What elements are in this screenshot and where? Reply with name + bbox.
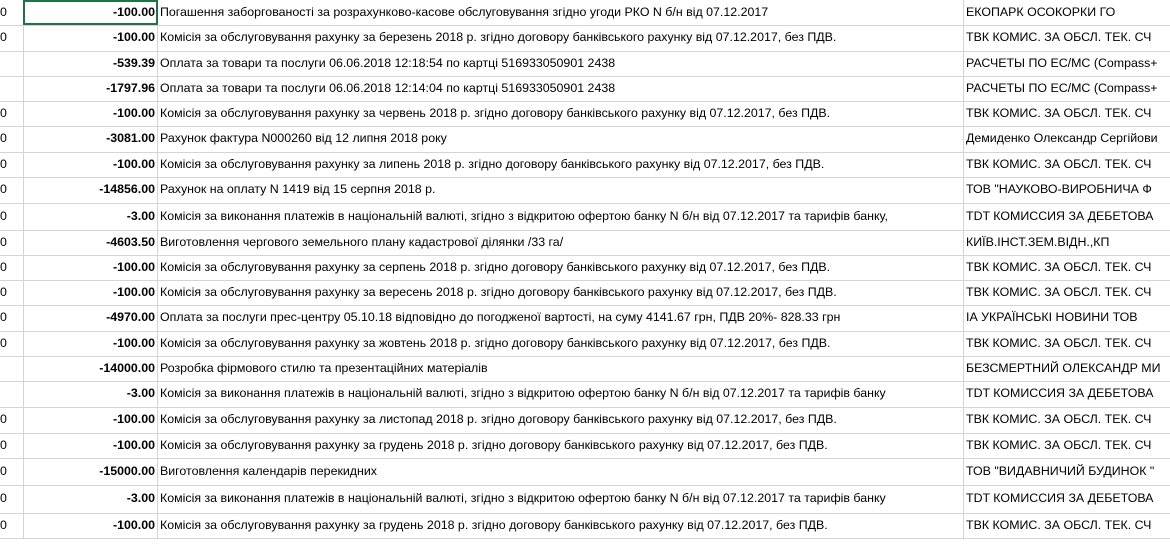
amount-cell[interactable]: -100.00 [24, 0, 158, 25]
counterparty-cell[interactable]: КИЇВ.ІНСТ.ЗЕМ.ВІДН.,КП [966, 235, 1110, 249]
table-row [0, 381, 1170, 408]
table-row [0, 305, 1170, 332]
amount-cell[interactable]: -100.00 [24, 407, 158, 433]
amount-cell[interactable]: -100.00 [24, 101, 158, 126]
purpose-cell[interactable]: Комісія за обслуговування рахунку за грудень 2018 р. згідно договору банківського рахунку від 07.12.2017, без ПДВ. [158, 433, 964, 458]
table-row [0, 356, 1170, 382]
row-stub-cell[interactable]: 0 [0, 433, 24, 458]
row-stub-cell[interactable]: 0 [0, 255, 24, 280]
amount-cell[interactable]: -100.00 [24, 152, 158, 177]
purpose-cell[interactable]: Погашення заборгованості за розрахунково-касове обслуговування згідно угоди РКО N б/н від 07.12.2017 [158, 0, 964, 25]
table-row [0, 331, 1170, 357]
amount-cell[interactable]: -100.00 [24, 331, 158, 356]
purpose-cell[interactable]: Виготовлення календарів перекидних [158, 458, 964, 485]
table-row [0, 485, 1170, 514]
row-stub-cell[interactable]: 0 [0, 126, 24, 152]
table-row [0, 458, 1170, 486]
row-stub-cell[interactable]: 0 [0, 513, 24, 538]
counterparty-cell[interactable]: РАСЧЕТЫ ПО ЕС/МС (Compass+ [966, 56, 1158, 70]
row-stub-cell[interactable]: 0 [0, 331, 24, 356]
row-stub-cell[interactable] [0, 356, 24, 381]
row-stub-cell[interactable]: 0 [0, 152, 24, 177]
amount-cell[interactable]: -539.39 [24, 51, 158, 76]
table-row [0, 152, 1170, 178]
purpose-cell[interactable]: Комісія за обслуговування рахунку за березень 2018 р. згідно договору банківського рахунку від 07.12.2017, без ПДВ. [158, 25, 964, 51]
counterparty-cell[interactable]: Демиденко Олександр Сергійови [966, 131, 1158, 145]
row-stub-cell[interactable]: 0 [0, 230, 24, 255]
purpose-cell[interactable]: Комісія за виконання платежів в національній валюті, згідно з відкритою офертою банку N б/н від 07.12.2017 та тарифів банку [158, 485, 964, 513]
counterparty-cell[interactable]: ТВК КОМИС. ЗА ОБСЛ. ТЕК. СЧ [966, 518, 1152, 532]
table-row [0, 230, 1170, 256]
table-row [0, 407, 1170, 434]
row-stub-cell[interactable]: 0 [0, 280, 24, 305]
purpose-cell[interactable]: Комісія за обслуговування рахунку за липень 2018 р. згідно договору банківського рахунку від 07.12.2017, без ПДВ. [158, 152, 964, 177]
row-stub-cell[interactable]: 0 [0, 305, 24, 331]
counterparty-cell[interactable]: РАСЧЕТЫ ПО ЕС/МС (Compass+ [966, 81, 1158, 95]
counterparty-cell[interactable]: TDT КОМИССИЯ ЗА ДЕБЕТОВА [966, 209, 1154, 223]
amount-cell[interactable]: -3.00 [24, 485, 158, 513]
amount-cell[interactable]: -14000.00 [24, 356, 158, 381]
row-stub-cell[interactable]: 0 [0, 0, 24, 25]
amount-cell[interactable]: -3.00 [24, 203, 158, 230]
table-row [0, 76, 1170, 102]
table-row [0, 0, 1170, 26]
amount-cell[interactable]: -100.00 [24, 255, 158, 280]
counterparty-cell[interactable]: ТОВ "ВИДАВНИЧИЙ БУДИНОК " [966, 464, 1155, 478]
amount-cell[interactable]: -100.00 [24, 433, 158, 458]
row-stub-cell[interactable]: 0 [0, 407, 24, 433]
amount-cell[interactable]: -15000.00 [24, 458, 158, 485]
amount-cell[interactable]: -3081.00 [24, 126, 158, 152]
purpose-cell[interactable]: Комісія за обслуговування рахунку за жовтень 2018 р. згідно договору банківського рахунку від 07.12.2017, без ПДВ. [158, 331, 964, 356]
table-row [0, 25, 1170, 52]
row-stub-cell[interactable]: 0 [0, 101, 24, 126]
amount-cell[interactable]: -100.00 [24, 513, 158, 538]
row-stub-cell[interactable]: 0 [0, 203, 24, 230]
counterparty-cell[interactable]: ІА УКРАЇНСЬКІ НОВИНИ ТОВ [966, 310, 1138, 324]
table-row [0, 280, 1170, 306]
counterparty-cell[interactable]: ЕКОПАРК ОСОКОРКИ ГО [966, 5, 1116, 19]
row-stub-cell[interactable]: 0 [0, 177, 24, 203]
counterparty-cell[interactable]: БЕЗСМЕРТНИЙ ОЛЕКСАНДР МИ [966, 361, 1161, 375]
table-row [0, 101, 1170, 127]
amount-cell[interactable]: -100.00 [24, 280, 158, 305]
table-row [0, 126, 1170, 153]
row-stub-cell[interactable] [0, 76, 24, 101]
purpose-cell[interactable]: Комісія за виконання платежів в національній валюті, згідно з відкритою офертою банку N б/н від 07.12.2017 та тарифів банку [158, 381, 964, 407]
amount-cell[interactable]: -14856.00 [24, 177, 158, 203]
purpose-cell[interactable]: Комісія за обслуговування рахунку за червень 2018 р. згідно договору банківського рахунку від 07.12.2017, без ПДВ. [158, 101, 964, 126]
purpose-cell[interactable]: Комісія за обслуговування рахунку за листопад 2018 р. згідно договору банківського рахунку від 07.12.2017, без ПДВ. [158, 407, 964, 433]
table-row [0, 513, 1170, 539]
row-stub-cell[interactable] [0, 381, 24, 407]
purpose-cell[interactable]: Комісія за обслуговування рахунку за серпень 2018 р. згідно договору банківського рахунку від 07.12.2017, без ПДВ. [158, 255, 964, 280]
purpose-cell[interactable]: Розробка фірмового стилю та презентаційних матеріалів [158, 356, 964, 381]
row-stub-cell[interactable]: 0 [0, 25, 24, 51]
counterparty-cell[interactable]: ТВК КОМИС. ЗА ОБСЛ. ТЕК. СЧ [966, 438, 1152, 452]
row-stub-cell[interactable]: 0 [0, 485, 24, 513]
counterparty-cell[interactable]: ТВК КОМИС. ЗА ОБСЛ. ТЕК. СЧ [966, 260, 1152, 274]
purpose-cell[interactable]: Комісія за виконання платежів в національній валюті, згідно з відкритою офертою банку N б/н від 07.12.2017 та тарифів банку, [158, 203, 964, 230]
table-row [0, 255, 1170, 281]
table-row [0, 51, 1170, 77]
purpose-cell[interactable]: Виготовлення чергового земельного плану кадастрової ділянки /33 га/ [158, 230, 964, 255]
counterparty-cell[interactable]: ТВК КОМИС. ЗА ОБСЛ. ТЕК. СЧ [966, 106, 1152, 120]
purpose-cell[interactable]: Комісія за обслуговування рахунку за вересень 2018 р. згідно договору банківського рахунку від 07.12.2017, без ПДВ. [158, 280, 964, 305]
table-row [0, 203, 1170, 231]
purpose-cell[interactable]: Рахунок фактура N000260 від 12 липня 2018 року [158, 126, 964, 152]
purpose-cell[interactable]: Рахунок на оплату N 1419 від 15 серпня 2018 р. [158, 177, 964, 203]
counterparty-cell[interactable]: ТВК КОМИС. ЗА ОБСЛ. ТЕК. СЧ [966, 157, 1152, 171]
counterparty-cell[interactable]: TDT КОМИССИЯ ЗА ДЕБЕТОВА [966, 386, 1154, 400]
amount-cell[interactable]: -4603.50 [24, 230, 158, 255]
counterparty-cell[interactable]: ТВК КОМИС. ЗА ОБСЛ. ТЕК. СЧ [966, 30, 1152, 44]
row-stub-cell[interactable]: 0 [0, 458, 24, 485]
row-stub-cell[interactable] [0, 51, 24, 76]
amount-cell[interactable]: -1797.96 [24, 76, 158, 101]
counterparty-cell[interactable]: ТВК КОМИС. ЗА ОБСЛ. ТЕК. СЧ [966, 336, 1152, 350]
counterparty-cell[interactable]: ТОВ "НАУКОВО-ВИРОБНИЧА Ф [966, 182, 1152, 196]
counterparty-cell[interactable]: TDT КОМИССИЯ ЗА ДЕБЕТОВА [966, 491, 1154, 505]
purpose-cell[interactable]: Комісія за обслуговування рахунку за грудень 2018 р. згідно договору банківського рахунку від 07.12.2017, без ПДВ. [158, 513, 964, 538]
amount-cell[interactable]: -100.00 [24, 25, 158, 51]
purpose-cell[interactable]: Оплата за послуги прес-центру 05.10.18 відповідно до погодженої вартості, на суму 4141.67 грн, ПДВ 20%- 828.33 грн [158, 305, 964, 331]
table-row [0, 177, 1170, 204]
counterparty-cell[interactable]: ТВК КОМИС. ЗА ОБСЛ. ТЕК. СЧ [966, 285, 1152, 299]
table-row [0, 433, 1170, 459]
amount-cell[interactable]: -4970.00 [24, 305, 158, 331]
amount-cell[interactable]: -3.00 [24, 381, 158, 407]
counterparty-cell[interactable]: ТВК КОМИС. ЗА ОБСЛ. ТЕК. СЧ [966, 412, 1152, 426]
purpose-cell[interactable]: Оплата за товари та послуги 06.06.2018 12:14:04 по картці 516933050901 2438 [158, 76, 964, 101]
purpose-cell[interactable]: Оплата за товари та послуги 06.06.2018 12:18:54 по картці 516933050901 2438 [158, 51, 964, 76]
